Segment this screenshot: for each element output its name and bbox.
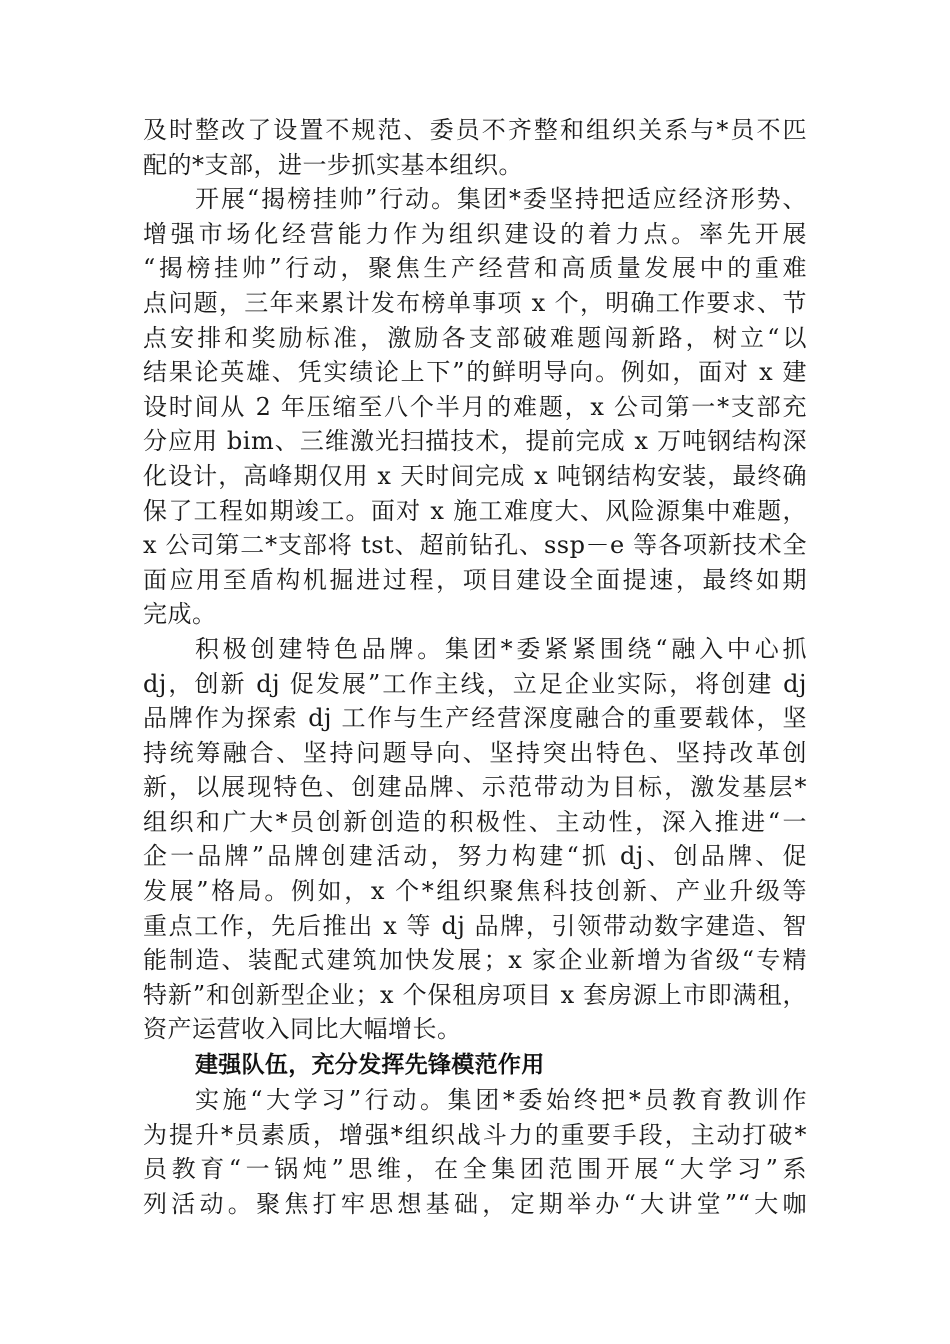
paragraph-jiebang bbox=[143, 182, 807, 632]
text-line: 组织和广大*员创新创造的积极性、主动性，深入推进“一 bbox=[143, 807, 807, 836]
text-line: 点安排和奖励标准，激励各支部破难题闯新路，树立“以 bbox=[143, 323, 807, 352]
text-line: 为提升*员素质，增强*组织战斗力的重要手段，主动打破* bbox=[143, 1120, 807, 1149]
text-line: x 公司第二*支部将 tst、超前钻孔、ssp－e 等各项新技术全 bbox=[143, 531, 807, 560]
document-body bbox=[143, 113, 807, 1221]
text-line: 面应用至盾构机掘进过程，项目建设全面提速，最终如期 bbox=[143, 565, 807, 594]
text-line: 品牌作为探索 dj 工作与生产经营深度融合的重要载体，坚 bbox=[143, 704, 807, 733]
text-line: 化设计，高峰期仅用 x 天时间完成 x 吨钢结构安装，最终确 bbox=[143, 461, 807, 490]
text-line: 分应用 bim、三维激光扫描技术，提前完成 x 万吨钢结构深 bbox=[143, 427, 807, 456]
text-line: 配的*支部，进一步抓实基本组织。 bbox=[143, 150, 523, 179]
text-line: 结果论英雄、凭实绩论上下”的鲜明导向。例如，面对 x 建 bbox=[143, 358, 807, 387]
text-line: 列活动。聚焦打牢思想基础，定期举办“大讲堂”“大咖 bbox=[143, 1189, 807, 1218]
text-line: 资产运营收入同比大幅增长。 bbox=[143, 1015, 462, 1044]
text-line: 重点工作，先后推出 x 等 dj 品牌，引领带动数字建造、智 bbox=[143, 911, 807, 940]
text-line: 增强市场化经营能力作为组织建设的着力点。率先开展 bbox=[143, 219, 807, 248]
text-line: 员教育“一锅炖”思维，在全集团范围开展“大学习”系 bbox=[143, 1155, 807, 1184]
text-line: 设时间从 2 年压缩至八个半月的难题，x 公司第一*支部充 bbox=[143, 392, 807, 421]
text-line: 企一品牌”品牌创建活动，努力构建“抓 dj、创品牌、促 bbox=[143, 842, 807, 871]
text-line: 保了工程如期竣工。面对 x 施工难度大、风险源集中难题， bbox=[143, 496, 807, 525]
paragraph-brand bbox=[143, 632, 807, 1047]
text-line: 完成。 bbox=[143, 600, 217, 629]
text-line: 能制造、装配式建筑加快发展；x 家企业新增为省级“专精 bbox=[143, 946, 807, 975]
text-line: 持统筹融合、坚持问题导向、坚持突出特色、坚持改革创 bbox=[143, 738, 807, 767]
text-line: “揭榜挂帅”行动，聚焦生产经营和高质量发展中的重难 bbox=[143, 254, 807, 283]
text-line: 新，以展现特色、创建品牌、示范带动为目标，激发基层* bbox=[143, 773, 807, 802]
text-line: dj，创新 dj 促发展”工作主线，立足企业实际，将创建 dj bbox=[143, 669, 807, 698]
text-line: 及时整改了设置不规范、委员不齐整和组织关系与*员不匹 bbox=[143, 116, 807, 144]
text-line: 实施“大学习”行动。集团*委始终把*员教育教训作 bbox=[195, 1086, 807, 1115]
text-line: 开展“揭榜挂帅”行动。集团*委坚持把适应经济形势、 bbox=[195, 185, 807, 214]
paragraph-study bbox=[143, 1083, 807, 1221]
text-line: 积极创建特色品牌。集团*委紧紧围绕“融入中心抓 bbox=[195, 634, 807, 663]
text-line: 发展”格局。例如，x 个*组织聚焦科技创新、产业升级等 bbox=[143, 877, 807, 906]
text-line: 点问题，三年来累计发布榜单事项 x 个，明确工作要求、节 bbox=[143, 288, 807, 317]
text-line: 特新”和创新型企业；x 个保租房项目 x 套房源上市即满租， bbox=[143, 980, 807, 1009]
section-heading: 建强队伍，充分发挥先锋模范作用 bbox=[195, 1052, 545, 1079]
